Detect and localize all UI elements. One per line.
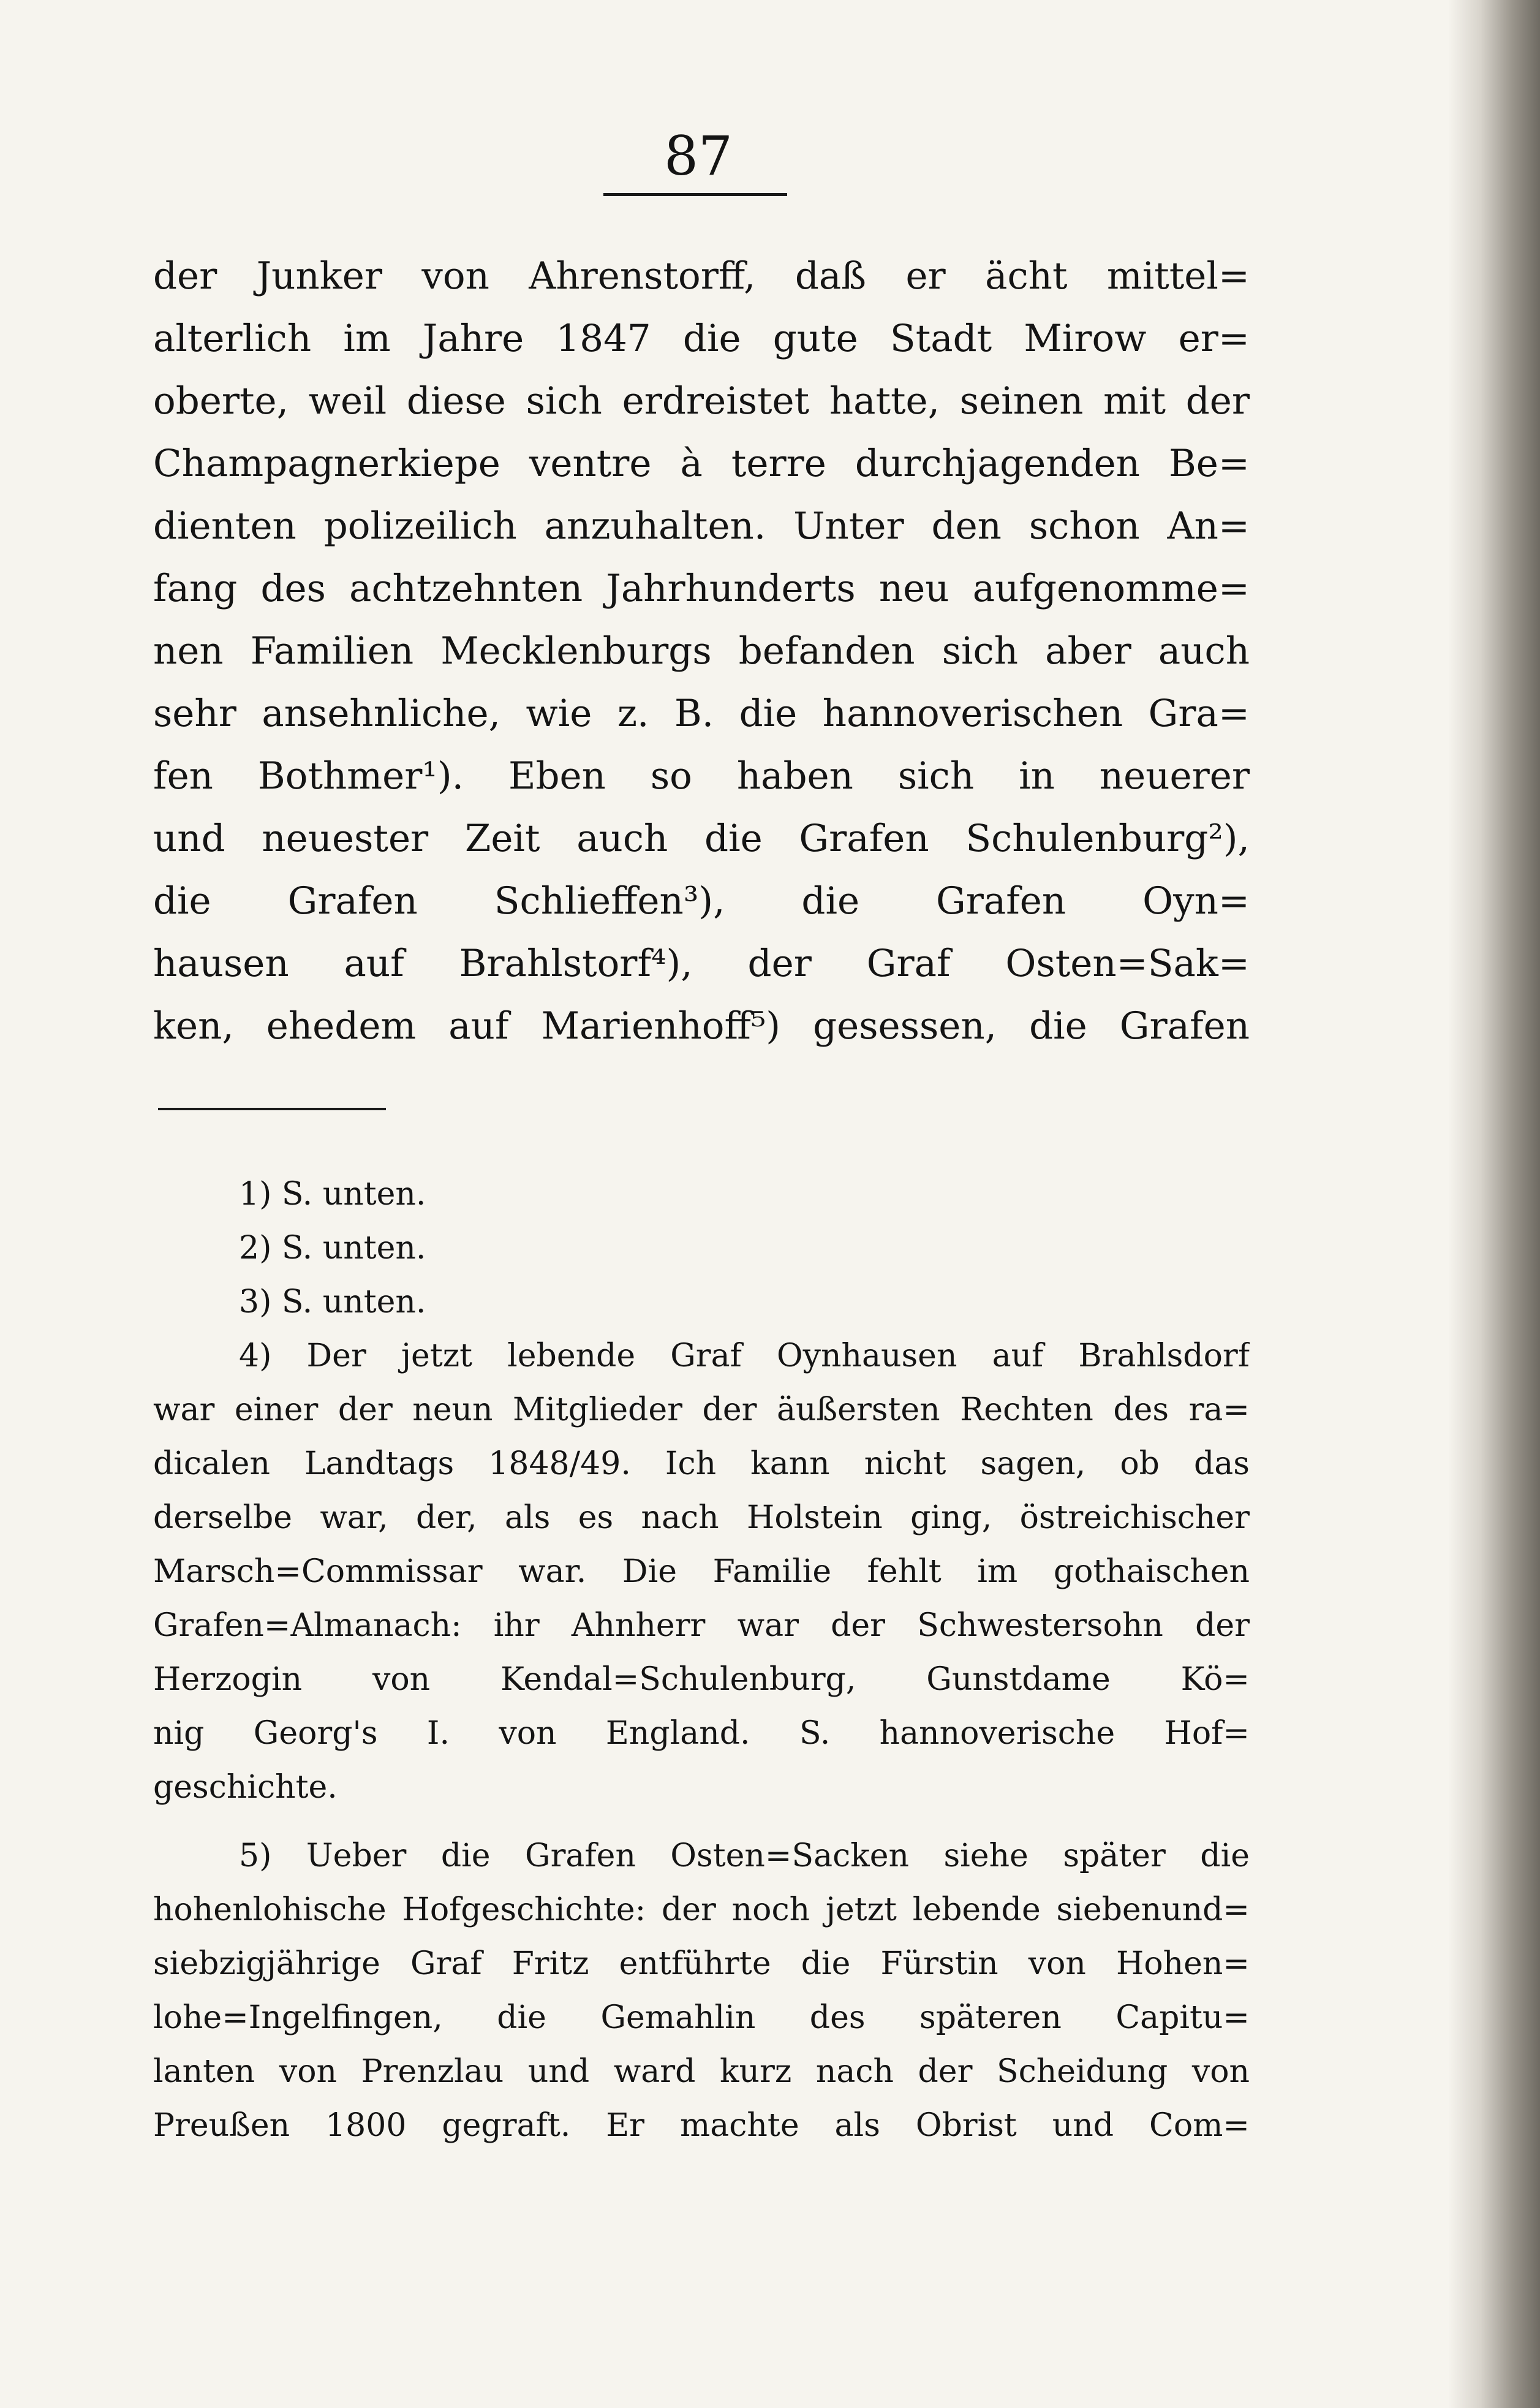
footnotes bbox=[153, 1167, 1250, 2152]
footnote-5-line: hohenlohische Hofgeschichte: der noch jetzt lebende siebenund= bbox=[153, 1891, 1250, 1928]
footnote-4-line: war einer der neun Mitglieder der äußersten Rechten des ra= bbox=[153, 1391, 1250, 1428]
footnote-2: 2) S. unten. bbox=[239, 1230, 426, 1266]
text-line: oberte, weil diese sich erdreistet hatte, seinen mit der bbox=[153, 379, 1250, 423]
footnote-4-line: Grafen=Almanach: ihr Ahnherr war der Schwestersohn der bbox=[153, 1607, 1250, 1644]
footnote-4-line: Marsch=Commissar war. Die Familie fehlt im gothaischen bbox=[153, 1553, 1250, 1590]
page-gutter-shadow bbox=[1448, 0, 1540, 2408]
text-line: alterlich im Jahre 1847 die gute Stadt Mirow er= bbox=[153, 317, 1250, 360]
footnote-5-line: lohe=Ingelfingen, die Gemahlin des späteren Capitu= bbox=[153, 1999, 1250, 2036]
footnote-separator bbox=[158, 1108, 386, 1110]
text-line: fang des achtzehnten Jahrhunderts neu aufgenomme= bbox=[153, 567, 1250, 610]
footnote-5-line: lanten von Prenzlau und ward kurz nach der Scheidung von bbox=[153, 2053, 1250, 2090]
footnote-3: 3) S. unten. bbox=[239, 1284, 426, 1320]
text-line: dienten polizeilich anzuhalten. Unter den schon An= bbox=[153, 504, 1250, 548]
footnote-4-line: 4) Der jetzt lebende Graf Oynhausen auf Brahlsdorf bbox=[239, 1338, 1250, 1374]
text-line: sehr ansehnliche, wie z. B. die hannoverischen Gra= bbox=[153, 692, 1250, 735]
text-line: nen Familien Mecklenburgs befanden sich aber auch bbox=[153, 629, 1250, 673]
text-line: fen Bothmer¹). Eben so haben sich in neuerer bbox=[153, 754, 1250, 798]
footnote-4-line: geschichte. bbox=[153, 1769, 338, 1806]
footnote-4-line: nig Georg's I. von England. S. hannoverische Hof= bbox=[153, 1715, 1250, 1752]
footnote-gap bbox=[153, 1814, 1250, 1829]
footnote-5-line: siebzigjährige Graf Fritz entführte die Fürstin von Hohen= bbox=[153, 1945, 1250, 1982]
footnote-4-line: derselbe war, der, als es nach Holstein ging, östreichischer bbox=[153, 1499, 1250, 1536]
page-number: 87 bbox=[664, 124, 733, 187]
footnote-4-line: dicalen Landtags 1848/49. Ich kann nicht sagen, ob das bbox=[153, 1445, 1250, 1482]
main-text bbox=[153, 245, 1250, 1058]
text-line: der Junker von Ahrenstorff, daß er ächt mittel= bbox=[153, 254, 1250, 298]
text-line: und neuester Zeit auch die Grafen Schulenburg²), bbox=[153, 817, 1250, 860]
footnote-5-line: 5) Ueber die Grafen Osten=Sacken siehe später die bbox=[239, 1838, 1250, 1874]
text-line: ken, ehedem auf Marienhoff⁵) gesessen, die Grafen bbox=[153, 1004, 1250, 1048]
footnote-4-line: Herzogin von Kendal=Schulenburg, Gunstdame Kö= bbox=[153, 1661, 1250, 1698]
text-line: hausen auf Brahlstorf⁴), der Graf Osten=Sak= bbox=[153, 942, 1250, 985]
text-line: die Grafen Schlieffen³), die Grafen Oyn= bbox=[153, 879, 1250, 923]
footnote-1: 1) S. unten. bbox=[239, 1176, 426, 1213]
text-line: Champagnerkiepe ventre à terre durchjagenden Be= bbox=[153, 442, 1250, 485]
footnote-5-line: Preußen 1800 gegraft. Er machte als Obrist und Com= bbox=[153, 2107, 1250, 2144]
page-number-rule bbox=[603, 193, 787, 196]
